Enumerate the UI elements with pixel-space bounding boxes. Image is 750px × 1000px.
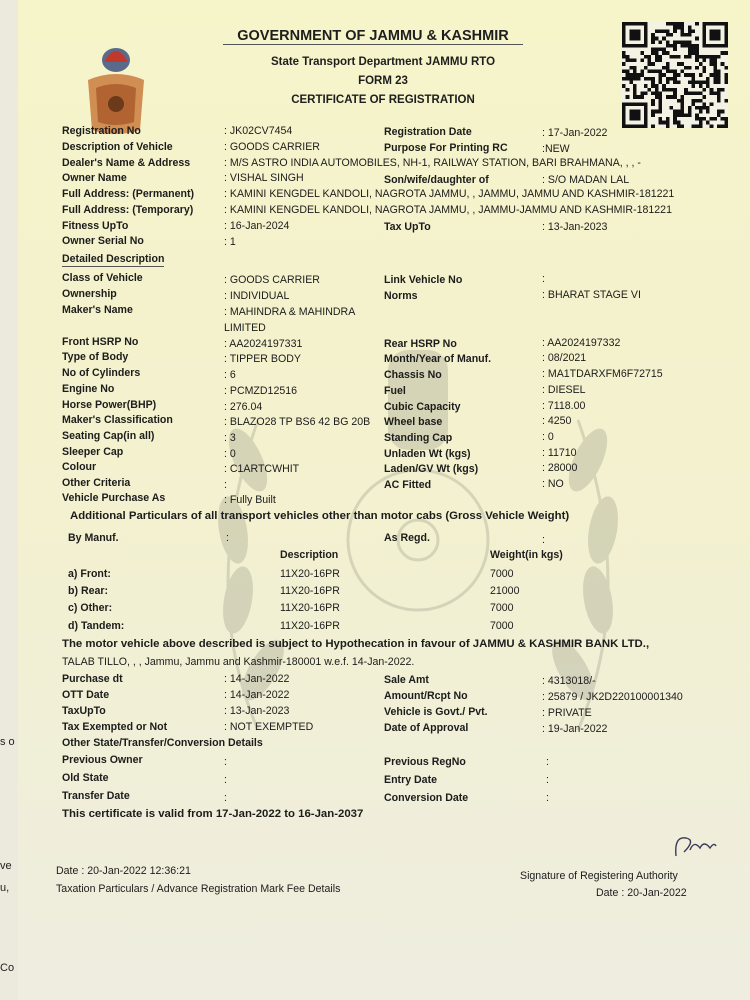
detail-value: : MA1TDARXFM6F72715: [542, 368, 663, 380]
hypothecation-line2: TALAB TILLO, , , Jammu, Jammu and Kashmir-180001 w.e.f. 14-Jan-2022.: [62, 656, 415, 668]
fitness-label: Fitness UpTo: [62, 220, 129, 232]
detail-label: Maker's Classification: [62, 414, 173, 426]
edge-text: s o: [0, 736, 15, 748]
sale-value: : 13-Jan-2023: [224, 705, 290, 717]
by-manuf-label: By Manuf.: [68, 532, 119, 544]
weight-row-label: d) Tandem:: [68, 620, 125, 632]
reg-no-label: Registration No: [62, 125, 141, 137]
detail-value: : 6: [224, 369, 236, 381]
desc-value: : GOODS CARRIER: [224, 141, 320, 153]
transfer-label: Old State: [62, 772, 109, 784]
temp-address-value: : KAMINI KENGDEL KANDOLI, NAGROTA JAMMU, , JAMMU-JAMMU AND KASHMIR-181221: [224, 204, 672, 216]
detail-label: Cubic Capacity: [384, 401, 461, 413]
detail-label: AC Fitted: [384, 479, 432, 491]
transfer-value: :: [224, 792, 227, 804]
dept-title: State Transport Department JAMMU RTO: [270, 56, 496, 68]
detail-value: : NO: [542, 478, 564, 490]
weight-row-description: 11X20-16PR: [280, 568, 340, 580]
detail-label: Wheel base: [384, 416, 443, 428]
detail-label: Maker's Name: [62, 304, 133, 316]
weight-row-description: 11X20-16PR: [280, 602, 340, 614]
detail-value: : GOODS CARRIER: [224, 274, 320, 286]
detail-value: : PCMZD12516: [224, 385, 298, 397]
sale-value: : 14-Jan-2022: [224, 673, 290, 685]
detail-label: Type of Body: [62, 351, 129, 363]
detail-value: : 0: [542, 431, 554, 443]
purpose-value: :NEW: [542, 143, 570, 155]
detail-label: Other Criteria: [62, 477, 131, 489]
print-date: Date : 20-Jan-2022 12:36:21: [56, 865, 191, 877]
weight-row-value: 7000: [490, 602, 514, 614]
fitness-value: : 16-Jan-2024: [224, 220, 290, 232]
transfer-label: Conversion Date: [384, 792, 469, 804]
detail-label: Sleeper Cap: [62, 446, 124, 458]
weight-header: Weight(in kgs): [490, 549, 563, 561]
detail-label: Horse Power(BHP): [62, 399, 157, 411]
sale-label: Purchase dt: [62, 673, 123, 685]
detail-label: Link Vehicle No: [384, 274, 463, 286]
sale-label: TaxUpTo: [62, 705, 106, 717]
transfer-label: Previous Owner: [62, 754, 143, 766]
sale-value: : 14-Jan-2022: [224, 689, 290, 701]
owner-label: Owner Name: [62, 172, 127, 184]
detail-label: Standing Cap: [384, 432, 453, 444]
sale-label: Amount/Rcpt No: [384, 690, 468, 702]
by-manuf-colon: :: [226, 532, 229, 544]
weight-row-label: b) Rear:: [68, 585, 109, 597]
detail-label: Engine No: [62, 383, 115, 395]
detail-value: : INDIVIDUAL: [224, 290, 290, 302]
detail-label: Front HSRP No: [62, 336, 139, 348]
sale-label: OTT Date: [62, 689, 110, 701]
transfer-heading: Other State/Transfer/Conversion Details: [62, 737, 263, 749]
reg-no-value: : JK02CV7454: [224, 125, 293, 137]
signature-mark: [670, 828, 720, 864]
transfer-value: :: [546, 756, 549, 768]
sale-value: : PRIVATE: [542, 707, 592, 719]
detail-label: Unladen Wt (kgs): [384, 448, 471, 460]
detail-value: :: [224, 479, 227, 491]
detail-value: : 4250: [542, 415, 572, 427]
reg-date-label: Registration Date: [384, 126, 472, 138]
detail-value: : C1ARTCWHIT: [224, 463, 300, 475]
detail-value: : BLAZO28 TP BS6 42 BG 20B: [224, 416, 371, 428]
detail-label: Norms: [384, 290, 418, 302]
validity-statement: This certificate is valid from 17-Jan-2022 to 16-Jan-2037: [62, 808, 364, 820]
perm-address-label: Full Address: (Permanent): [62, 188, 195, 200]
swd-value: : S/O MADAN LAL: [542, 174, 630, 186]
sale-value: : 25879 / JK2D220100001340: [542, 691, 683, 703]
owner-serial-label: Owner Serial No: [62, 235, 144, 247]
detail-value: : 7118.00: [542, 400, 586, 412]
transfer-label: Entry Date: [384, 774, 437, 786]
detail-value: : MAHINDRA & MAHINDRA: [224, 306, 356, 318]
detail-value: : TIPPER BODY: [224, 353, 301, 365]
sale-label: Vehicle is Govt./ Pvt.: [384, 706, 488, 718]
weight-row-label: a) Front:: [68, 568, 111, 580]
sale-value: : 4313018/-: [542, 675, 596, 687]
detail-value: : 28000: [542, 462, 578, 474]
form-title: FORM 23: [358, 75, 408, 87]
detail-value: : DIESEL: [542, 384, 586, 396]
govt-title: GOVERNMENT OF JAMMU & KASHMIR: [223, 28, 523, 45]
weight-row-value: 7000: [490, 568, 514, 580]
detail-label: Month/Year of Manuf.: [384, 353, 492, 365]
weight-row-description: 11X20-16PR: [280, 585, 340, 597]
transfer-value: :: [224, 756, 227, 768]
detail-label: Colour: [62, 461, 97, 473]
tax-upto-label: Tax UpTo: [384, 221, 431, 233]
sale-value: : NOT EXEMPTED: [224, 721, 314, 733]
detail-label: Seating Cap(in all): [62, 430, 155, 442]
edge-text: u,: [0, 882, 10, 894]
detail-value: : AA2024197332: [542, 337, 621, 349]
detail-value: : AA2024197331: [224, 338, 303, 350]
transfer-label: Previous RegNo: [384, 756, 466, 768]
edge-text: Co: [0, 962, 15, 974]
sale-label: Date of Approval: [384, 722, 469, 734]
signature-label: Signature of Registering Authority: [520, 870, 678, 882]
detail-label: Class of Vehicle: [62, 272, 143, 284]
description-header: Description: [280, 549, 339, 561]
sale-label: Tax Exempted or Not: [62, 721, 168, 733]
as-regd-label: As Regd.: [384, 532, 430, 544]
detail-label: Vehicle Purchase As: [62, 492, 166, 504]
detail-label: Rear HSRP No: [384, 338, 457, 350]
additional-heading: Additional Particulars of all transport vehicles other than motor cabs (Gross Vehicle Weight): [70, 510, 570, 522]
weight-row-value: 7000: [490, 620, 514, 632]
sale-value: : 19-Jan-2022: [542, 723, 608, 735]
detail-label: Fuel: [384, 385, 406, 397]
transfer-value: :: [546, 792, 549, 804]
owner-value: : VISHAL SINGH: [224, 172, 304, 184]
detail-label: No of Cylinders: [62, 367, 141, 379]
detailed-heading: Detailed Description: [62, 253, 165, 265]
temp-address-label: Full Address: (Temporary): [62, 204, 194, 216]
desc-label: Description of Vehicle: [62, 141, 173, 153]
perm-address-value: : KAMINI KENGDEL KANDOLI, NAGROTA JAMMU, , JAMMU, JAMMU AND KASHMIR-181221: [224, 188, 675, 200]
detail-value: : 08/2021: [542, 352, 587, 364]
owner-serial-value: : 1: [224, 236, 236, 248]
registration-certificate: [18, 0, 750, 1000]
detail-value: : 11710: [542, 447, 577, 459]
detail-value: : 276.04: [224, 401, 263, 413]
transfer-value: :: [224, 774, 227, 786]
edge-text: ve: [0, 860, 12, 872]
hypothecation-line1: The motor vehicle above described is subject to Hypothecation in favour of JAMMU & KASHMIR BANK LTD.,: [62, 638, 650, 650]
tax-upto-value: : 13-Jan-2023: [542, 221, 608, 233]
purpose-label: Purpose For Printing RC: [384, 142, 508, 154]
sale-label: Sale Amt: [384, 674, 429, 686]
signature-date: Date : 20-Jan-2022: [596, 887, 687, 899]
weight-row-value: 21000: [490, 585, 520, 597]
taxation-particulars: Taxation Particulars / Advance Registration Mark Fee Details: [56, 883, 341, 895]
detail-value: : 3: [224, 432, 236, 444]
detail-label: Ownership: [62, 288, 117, 300]
weight-row-label: c) Other:: [68, 602, 113, 614]
transfer-value: :: [546, 774, 549, 786]
dealer-label: Dealer's Name & Address: [62, 157, 191, 169]
swd-label: Son/wife/daughter of: [384, 174, 489, 186]
dealer-value: : M/S ASTRO INDIA AUTOMOBILES, NH-1, RAILWAY STATION, BARI BRAHMANA, , , -: [224, 157, 641, 169]
certificate-title: CERTIFICATE OF REGISTRATION: [291, 94, 475, 106]
detail-value: : 0: [224, 448, 236, 460]
detail-label: Chassis No: [384, 369, 442, 381]
transfer-label: Transfer Date: [62, 790, 130, 802]
detail-value: LIMITED: [224, 322, 266, 334]
reg-date-value: : 17-Jan-2022: [542, 127, 608, 139]
detail-value: :: [542, 273, 545, 285]
detail-label: Laden/GV Wt (kgs): [384, 463, 479, 475]
detail-value: : Fully Built: [224, 494, 276, 506]
weight-row-description: 11X20-16PR: [280, 620, 340, 632]
detail-value: : BHARAT STAGE VI: [542, 289, 641, 301]
as-regd-colon: :: [542, 534, 545, 546]
